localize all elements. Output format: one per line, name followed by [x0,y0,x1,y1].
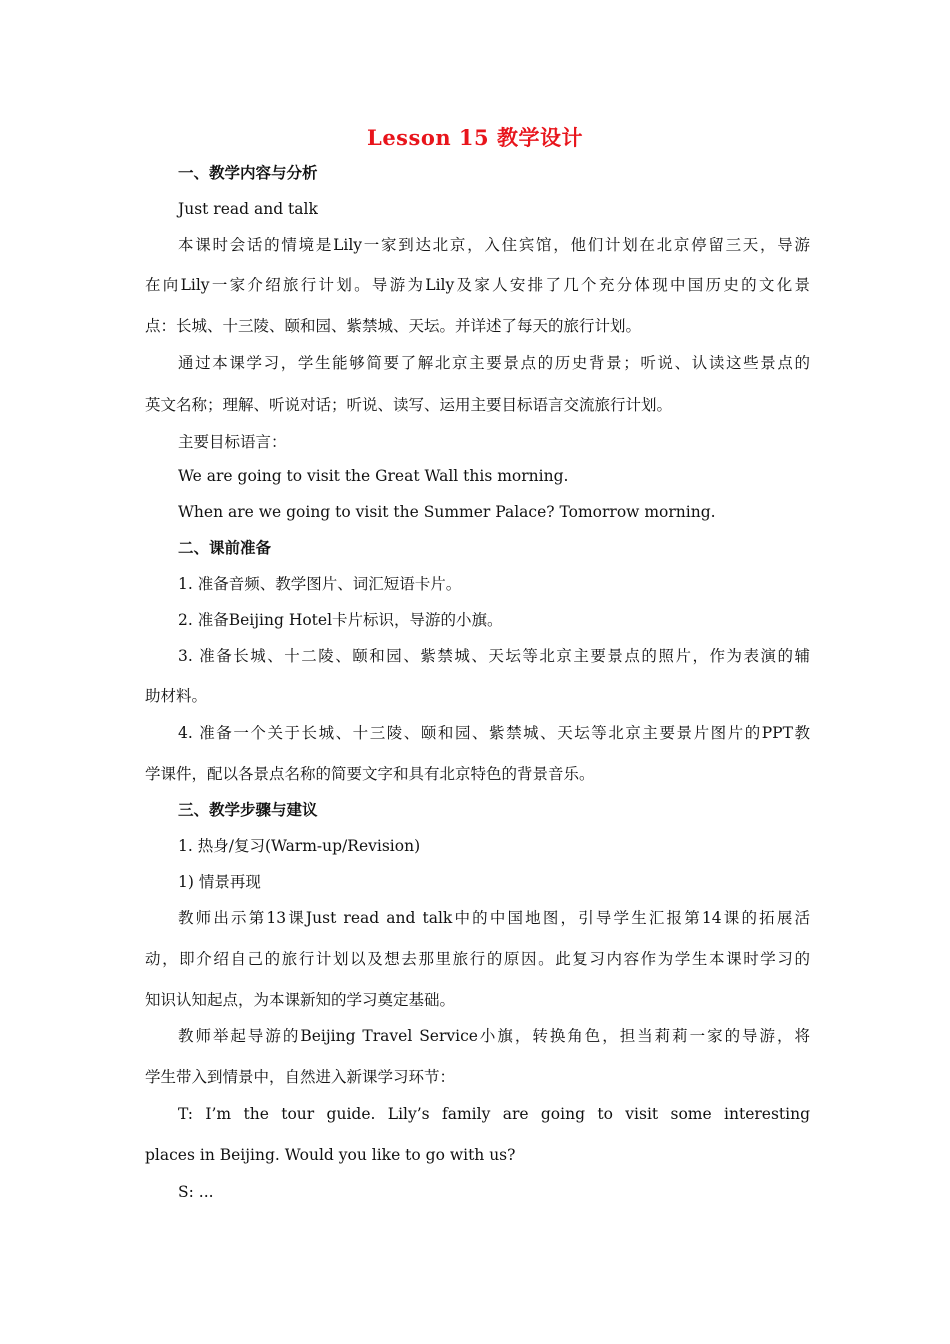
list-item: 3. 准备长城、十二陵、颐和园、紫禁城、天坛等北京主要景点的照片，作为表演的辅 [178,647,810,665]
dialogue-line: T: I’m the tour guide. Lily’s family are going to visit some interesting [178,1105,810,1123]
list-item-continuation: 助材料。 [145,687,208,705]
paragraph-line: 在向Lily一家介绍旅行计划。导游为Lily及家人安排了几个充分体现中国历史的文化景 [145,276,810,294]
list-item: 4. 准备一个关于长城、十三陵、颐和园、紫禁城、天坛等北京主要景片图片的PPT教 [178,724,810,742]
subheading-just-read-and-talk: Just read and talk [178,200,318,218]
paragraph-line: 通过本课学习，学生能够简要了解北京主要景点的历史背景；听说、认读这些景点的 [178,354,810,372]
paragraph-line: 英文名称；理解、听说对话；听说、读写、运用主要目标语言交流旅行计划。 [145,396,673,414]
page-title: Lesson 15 教学设计 [367,125,583,150]
example-sentence: When are we going to visit the Summer Palace? Tomorrow morning. [178,503,716,521]
paragraph-line: 学生带入到情景中，自然进入新课学习环节： [145,1068,456,1086]
paragraph-line: 主要目标语言： [178,433,287,451]
sub-step-heading: 1) 情景再现 [178,873,261,891]
section-heading-1: 一、教学内容与分析 [178,164,318,182]
dialogue-line: S: ... [178,1183,214,1201]
paragraph-line: 本课时会话的情境是Lily一家到达北京，入住宾馆，他们计划在北京停留三天，导游 [178,236,810,254]
paragraph-line: 动，即介绍自己的旅行计划以及想去那里旅行的原因。此复习内容作为学生本课时学习的 [145,950,810,968]
dialogue-line: places in Beijing. Would you like to go with us? [145,1146,516,1164]
paragraph-line: 教师举起导游的Beijing Travel Service小旗，转换角色，担当莉莉一家的导游，将 [178,1027,810,1045]
paragraph-line: 知识认知起点，为本课新知的学习奠定基础。 [145,991,456,1009]
section-heading-3: 三、教学步骤与建议 [178,801,318,819]
paragraph-line: 教师出示第13课Just read and talk中的中国地图，引导学生汇报第14课的拓展活 [178,909,810,927]
section-heading-2: 二、课前准备 [178,539,272,557]
step-heading: 1. 热身/复习(Warm-up/Revision) [178,837,421,855]
paragraph-line: 点：长城、十三陵、颐和园、紫禁城、天坛。并详述了每天的旅行计划。 [145,317,642,335]
list-item-continuation: 学课件，配以各景点名称的简要文字和具有北京特色的背景音乐。 [145,765,595,783]
example-sentence: We are going to visit the Great Wall this morning. [178,467,569,485]
list-item: 1. 准备音频、教学图片、词汇短语卡片。 [178,575,462,593]
list-item: 2. 准备Beijing Hotel卡片标识，导游的小旗。 [178,611,503,629]
